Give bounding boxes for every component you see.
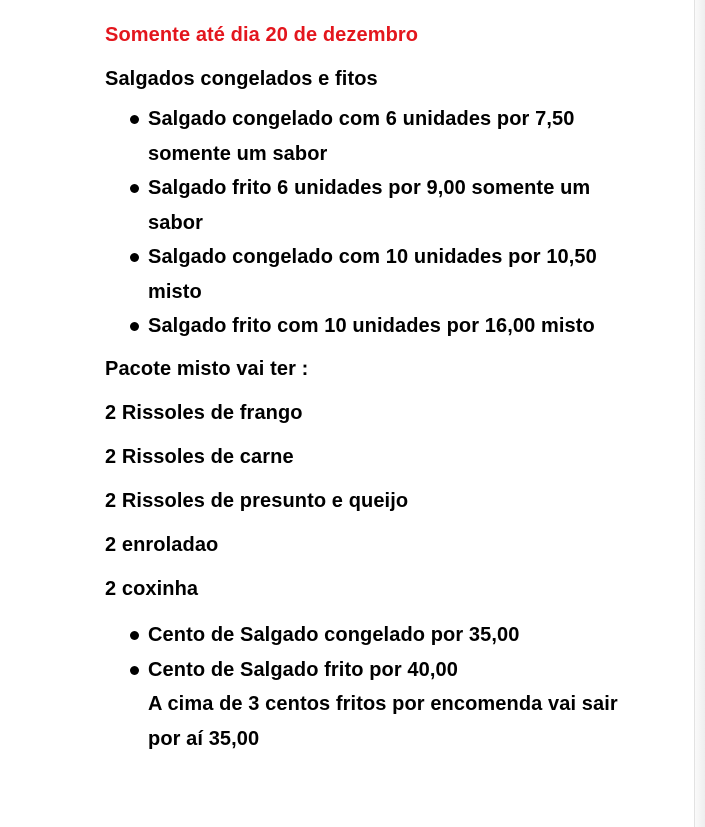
list-item: [105, 171, 675, 240]
mixed-pack-heading: Pacote misto vai ter :: [105, 357, 309, 380]
mixed-pack-item: 2 enroladao: [105, 534, 219, 557]
list-item: [105, 618, 675, 653]
document-title: Somente até dia 20 de dezembro: [105, 24, 419, 46]
hundred-offer-note: A cima de 3 centos fritos por encomenda vai sair por aí 35,00: [148, 693, 618, 750]
mixed-pack-item: 2 Rissoles de presunto e queijo: [105, 490, 409, 513]
offer-list: [105, 102, 675, 344]
hundred-offer-list: [105, 618, 675, 687]
hundred-offer-text: Cento de Salgado congelado por 35,00: [148, 624, 520, 647]
mixed-pack-item: 2 coxinha: [105, 578, 199, 601]
bullet-icon: [130, 631, 139, 640]
list-item: [105, 309, 675, 344]
list-item: [105, 102, 675, 171]
bullet-icon: [130, 666, 139, 675]
hundred-offer-text: Cento de Salgado frito por 40,00: [148, 658, 458, 681]
mixed-pack-item: 2 Rissoles de frango: [105, 401, 303, 424]
bullet-icon: [130, 322, 139, 331]
document-body: [105, 22, 675, 756]
list-item: [105, 653, 675, 688]
offer-text: Salgado frito com 10 unidades por 16,00 misto: [148, 315, 595, 337]
bullet-icon: [130, 184, 139, 193]
offer-text: Salgado congelado com 10 unidades por 10,50 misto: [148, 246, 597, 303]
section-heading: Salgados congelados e fitos: [105, 68, 378, 90]
bullet-icon: [130, 115, 139, 124]
offer-text: Salgado frito 6 unidades por 9,00 somente um sabor: [148, 177, 591, 234]
page-edge: [694, 0, 705, 827]
offer-text: Salgado congelado com 6 unidades por 7,50 somente um sabor: [148, 108, 575, 165]
bullet-icon: [130, 253, 139, 262]
mixed-pack-item: 2 Rissoles de carne: [105, 445, 294, 468]
list-item: [105, 240, 675, 309]
